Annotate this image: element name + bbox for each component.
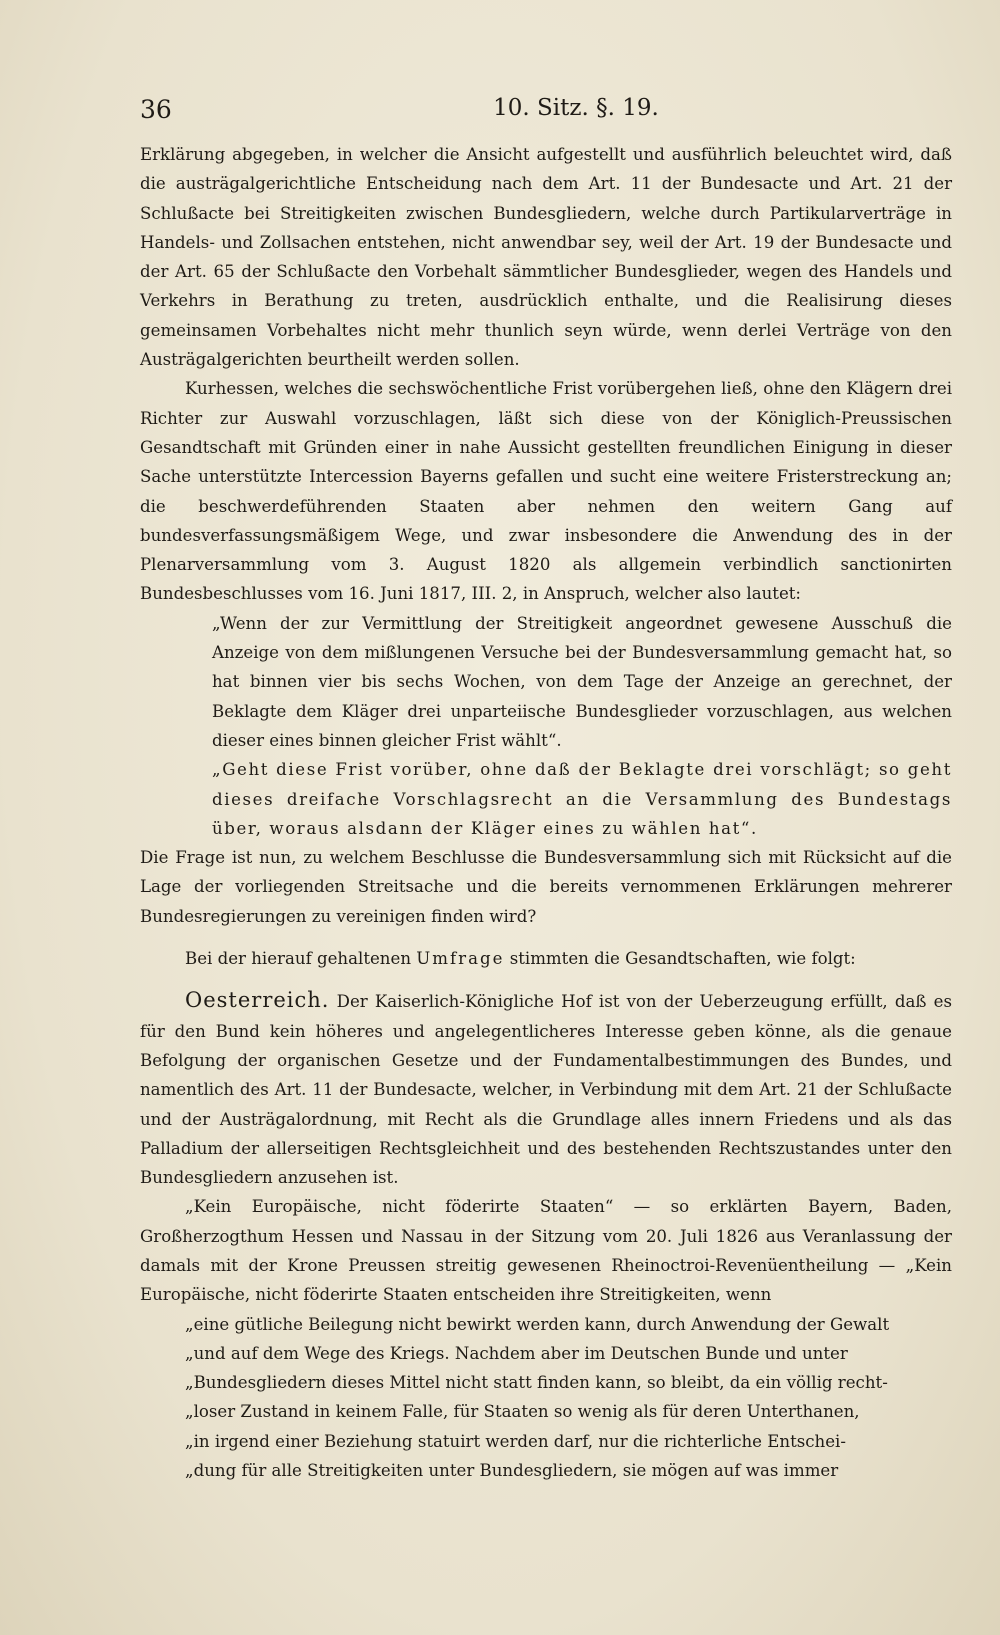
page-number: 36 [140,95,172,124]
quote-line: „und auf dem Wege des Kriegs. Nachdem aber im Deutschen Bunde und unter [185,1343,848,1363]
text-run: Bei der hierauf gehaltenen [185,949,417,969]
block-quote: „Wenn der zur Vermittlung der Streitigkeit angeordnet gewesene Ausschuß die Anzeige von dem mißlungenen Versuche bei der Bundesversammlung gemacht hat, so hat binnen vier bis sechs Wochen, von dem Tage der Anzeige an gerechnet, der Beklagte dem Kläger drei unparteiische Bundesglieder vorzuschlagen, aus welchen dieser eines binnen gleicher Frist wählt“. [212,613,952,750]
running-head: 10. Sitz. §. 19. [493,95,659,121]
paragraph [140,1192,952,1485]
paragraph [140,986,952,1192]
quote-line: „eine gütliche Beilegung nicht bewirkt werden kann, durch Anwendung der Gewalt [185,1314,890,1334]
text-run: Der Kaiserlich-Königliche Hof ist von der Ueberzeugung erfüllt, daß es für den Bund kein höheres und angelegentlicheres Interesse geben könne, als die genaue Befolgung der organischen Gesetze und der Fundamentalbestimmungen des Bundes, und namentlich des Art. 11 der Bundesacte, welcher, in Verbindung mit dem Art. 21 der Schlußacte und der Austrägalordnung, mit Recht als die Grundlage alles innern Friedens und als das Palladium der allerseitigen Rechtsgleichheit und des bestehenden Rechtszustandes unter den Bundesgliedern anzusehen ist. [140,992,952,1188]
quote-line: „Bundesgliedern dieses Mittel nicht statt finden kann, so bleibt, da ein völlig recht- [185,1373,888,1393]
state-heading: Oesterreich. [185,988,330,1013]
page-header [140,95,952,131]
emphasis: Umfrage [416,949,505,969]
text-run: „Kein Europäische, nicht föderirte Staaten“ — so erklärten Bayern, Baden, Großherzogthum Hessen und Nassau in der Sitzung vom 20. Juli 1826 aus Veranlassung der damals mit der Krone Preussen streitig gewesenen Rheinoctroi-Revenüentheilung — „Kein Europäische, nicht föderirte Staaten entscheiden ihre Streitigkeiten, wenn [140,1197,952,1305]
paragraph: Die Frage ist nun, zu welchem Beschlusse die Bundesversammlung sich mit Rücksicht auf die Lage der vorliegenden Streitsache und die bereits vernommenen Erklärungen mehrerer Bundesregierungen zu vereinigen finden wird? [140,848,952,926]
body-text [140,140,952,1485]
paragraph: Kurhessen, welches die sechswöchentliche Frist vorübergehen ließ, ohne den Klägern drei Richter zur Auswahl vorzuschlagen, läßt sich diese von der Königlich-Preussischen Gesandtschaft mit Gründen einer in nahe Aussicht gestellten freundlichen Einigung in dieser Sache unterstützte Intercession Bayerns gefallen und sucht eine weitere Fristerstreckung an; die beschwerdeführenden Staaten aber nehmen den weitern Gang auf bundesverfassungsmäßigem Wege, und zwar insbesondere die Anwendung des in der Plenarversammlung vom 3. August 1820 als allgemein verbindlich sanctionirten Bundesbeschlusses vom 16. Juni 1817, III. 2, in Anspruch, welcher also lautet: [140,379,952,604]
quote-line: „in irgend einer Beziehung statuirt werden darf, nur die richterliche Entschei- [185,1431,846,1451]
block-quote: „Geht diese Frist vorüber, ohne daß der Beklagte drei vorschlägt; so geht dieses dreifache Vorschlagsrecht an die Versammlung des Bundestags über, woraus alsdann der Kläger eines zu wählen hat“. [212,760,952,838]
quote-line: „loser Zustand in keinem Falle, für Staaten so wenig als für deren Unterthanen, [185,1402,860,1422]
paragraph: Erklärung abgegeben, in welcher die Ansicht aufgestellt und ausführlich beleuchtet wird, daß die austrägalgerichtliche Entscheidung nach dem Art. 11 der Bundesacte und Art. 21 der Schlußacte bei Streitigkeiten zwischen Bundesgliedern, welche durch Partikularverträge in Handels- und Zollsachen entstehen, nicht anwendbar sey, weil der Art. 19 der Bundesacte und der Art. 65 der Schlußacte den Vorbehalt sämmtlicher Bundesglieder, wegen des Handels und Verkehrs in Berathung zu treten, ausdrücklich enthalte, und die Realisirung dieses gemeinsamen Vorbehaltes nicht mehr thunlich seyn würde, wenn derlei Verträge von den Austrägalgerichten beurtheilt werden sollen. [140,145,952,370]
quote-line: „dung für alle Streitigkeiten unter Bundesgliedern, sie mögen auf was immer [185,1461,839,1481]
paragraph [140,944,952,973]
text-run: stimmten die Gesandtschaften, wie folgt: [504,949,856,969]
